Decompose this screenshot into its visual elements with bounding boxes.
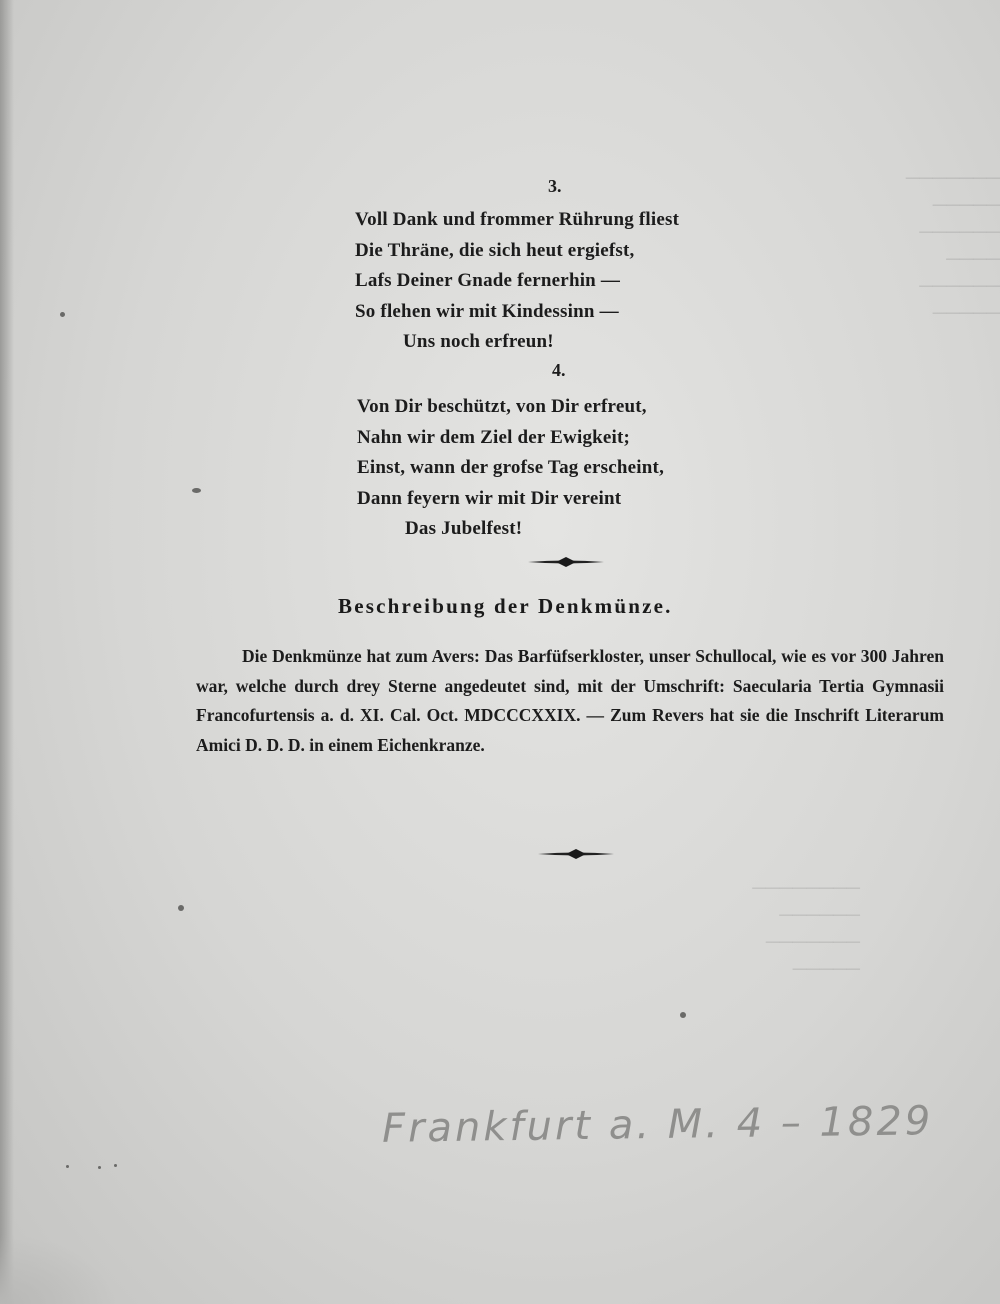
paper-corner-shadow (0, 1234, 120, 1304)
section-heading: Beschreibung der Denkmünze. (338, 594, 673, 618)
verse-line: Einst, wann der grofse Tag erscheint, (357, 457, 665, 478)
bleed-through-text: ─────── ───── ────── ──── ────── ───── (905, 168, 1000, 324)
verse-line: Nahn wir dem Ziel der Ewigkeit; (357, 426, 631, 448)
paper-speck (680, 1012, 686, 1018)
verse-line: Das Jubelfest! (405, 518, 523, 539)
bleed-through-text: ──────── ────── ─────── ───── (752, 878, 860, 980)
verse-line: Lafs Deiner Gnade fernerhin — (355, 270, 621, 291)
description-paragraph: Die Denkmünze hat zum Avers: Das Barfüfserkloster, unser Schullocal, wie es vor 300 Jahren war, welche durch drey Sterne angedeutet sind, mit der Umschrift: Saecularia Tertia Gymnasii Francofurtensis a. d. XI. Cal. Oct. MDCCCXXIX. — Zum Revers hat sie die Inschrift Literarum Amici D. D. D. in einem Eichenkranze. (196, 646, 944, 755)
verse-line: Die Thräne, die sich heut ergiefst, (355, 239, 635, 261)
paper-speck (66, 1165, 69, 1168)
stanza-3 (355, 205, 679, 358)
ornament-divider-icon (536, 846, 616, 862)
stanza-4 (357, 392, 664, 545)
handwritten-note: Frankfurt a. M. 4 – 1829 (381, 1098, 934, 1152)
paper-speck (178, 905, 184, 911)
ornament-divider-icon (526, 554, 606, 570)
paper-speck (114, 1164, 117, 1167)
stanza-number: 3. (548, 176, 562, 196)
paper-speck (60, 312, 65, 317)
paper-speck (192, 488, 201, 493)
paper-speck (98, 1166, 101, 1169)
paper-edge-shadow (0, 0, 14, 1304)
verse-line: Voll Dank und frommer Rührung fliest (355, 209, 680, 230)
verse-line: Von Dir beschützt, von Dir erfreut, (357, 396, 647, 417)
verse-line: Uns noch erfreun! (403, 331, 554, 352)
verse-line: So flehen wir mit Kindessinn — (355, 300, 619, 322)
verse-line: Dann feyern wir mit Dir vereint (357, 487, 622, 509)
stanza-number: 4. (552, 360, 566, 380)
